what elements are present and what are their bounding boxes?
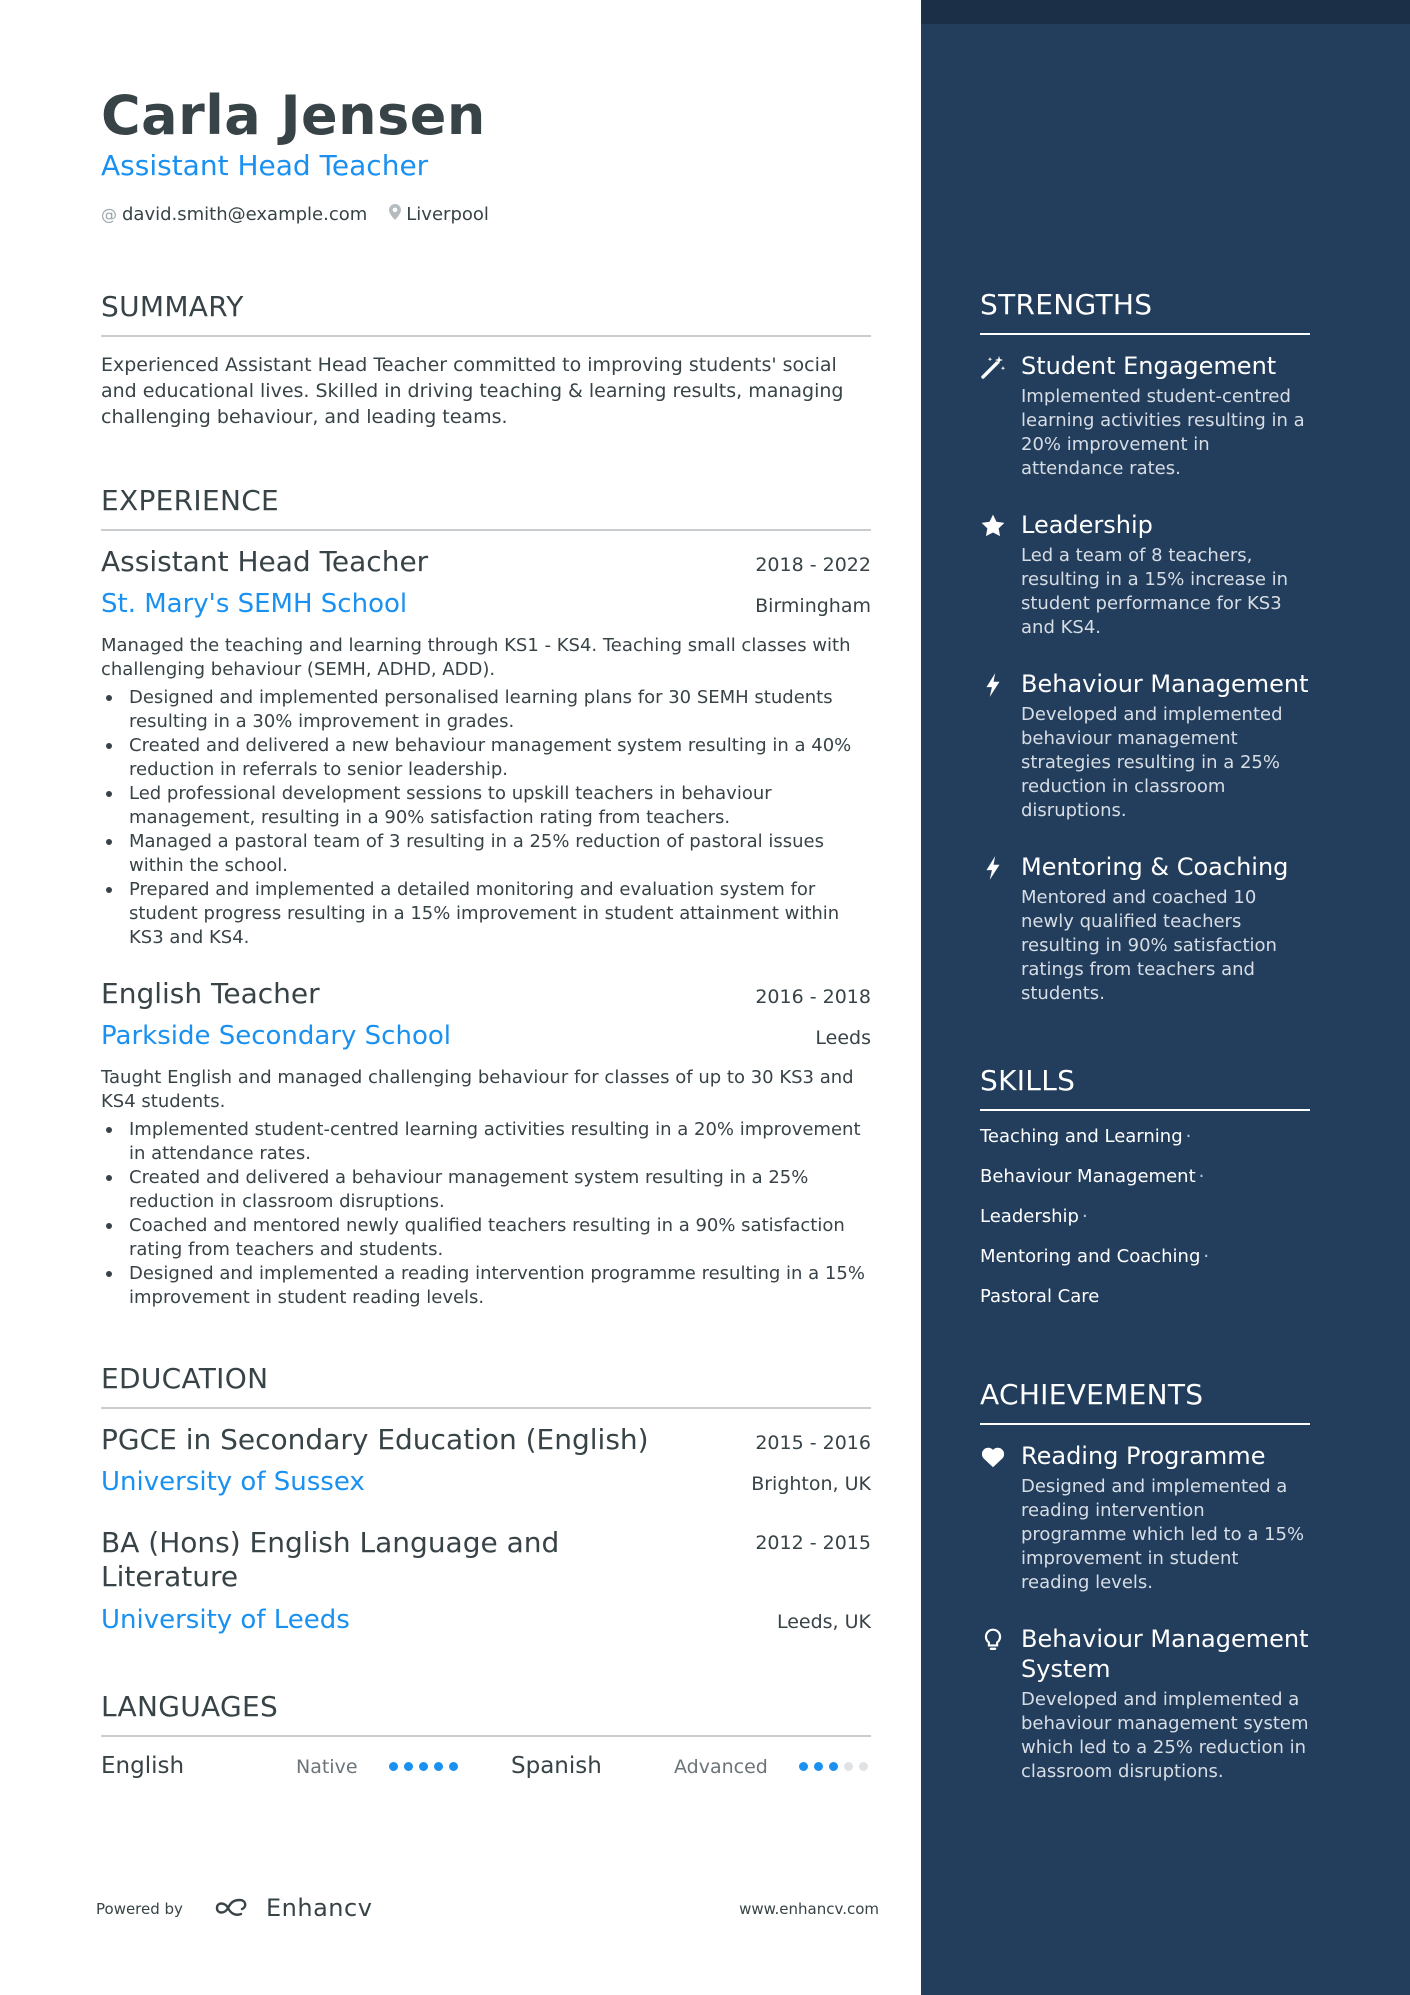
powered-by-label: Powered by — [96, 1900, 183, 1918]
job-details — [101, 634, 871, 950]
job-title: English Teacher — [101, 977, 320, 1010]
job-location: Birmingham — [755, 595, 871, 617]
lightning-icon — [980, 672, 1008, 700]
skills-heading: SKILLS — [980, 1066, 1310, 1111]
achievement-title: Reading Programme — [1021, 1441, 1266, 1470]
skill-item — [980, 1165, 1310, 1189]
job-dates: 2018 - 2022 — [755, 554, 871, 576]
rating-dot — [799, 1762, 808, 1771]
footer-url[interactable]: www.enhancv.com — [739, 1900, 879, 1918]
job-description: Managed the teaching and learning through KS1 - KS4. Teaching small classes with challenging behaviour (SEMH, ADHD, ADD). — [101, 635, 851, 680]
skill-label: Teaching and Learning — [980, 1125, 1183, 1147]
achievements-section — [980, 1380, 1310, 1813]
rating-dot — [829, 1762, 838, 1771]
language-rating — [389, 1762, 464, 1771]
job-dates: 2016 - 2018 — [755, 986, 871, 1008]
job-location: Leeds — [815, 1027, 871, 1049]
candidate-name: Carla Jensen — [101, 84, 486, 147]
candidate-role: Assistant Head Teacher — [101, 149, 429, 182]
rating-dot — [389, 1762, 398, 1771]
job-details — [101, 1066, 871, 1310]
language-level: Native — [296, 1756, 358, 1778]
email-text[interactable]: david.smith@example.com — [122, 204, 368, 225]
achievement-item — [980, 1624, 1310, 1784]
bullet-item: Created and delivered a behaviour management system resulting in a 25% reduction in classroom disruptions. — [101, 1166, 871, 1214]
skill-label: Mentoring and Coaching — [980, 1245, 1201, 1267]
achievement-description: Designed and implemented a reading intervention programme which led to a 15% improvement in student reading levels. — [1021, 1475, 1305, 1593]
school-name: University of Sussex — [101, 1467, 365, 1497]
education-dates: 2015 - 2016 — [755, 1432, 871, 1454]
lightning-icon — [980, 855, 1008, 883]
languages-heading: LANGUAGES — [101, 1690, 871, 1737]
degree-title-line: BA (Hons) English Language and — [101, 1526, 560, 1559]
language-level: Advanced — [674, 1756, 768, 1778]
job-title: Assistant Head Teacher — [101, 545, 429, 578]
location-pin-icon — [389, 203, 401, 227]
job-bullets — [101, 1118, 871, 1310]
strength-item — [980, 852, 1310, 1006]
strength-description: Mentored and coached 10 newly qualified teachers resulting in 90% satisfaction ratings from teachers and students. — [1021, 886, 1277, 1004]
strength-description: Led a team of 8 teachers, resulting in a 15% increase in student performance for KS3 and KS4. — [1021, 544, 1289, 638]
job-organization: Parkside Secondary School — [101, 1021, 451, 1051]
strength-title: Student Engagement — [1021, 351, 1277, 380]
bullet-item: Prepared and implemented a detailed monitoring and evaluation system for student progress resulting in a 15% improvement in student attainment within KS3 and KS4. — [101, 878, 871, 950]
school-location: Leeds, UK — [776, 1611, 871, 1633]
rating-dot — [434, 1762, 443, 1771]
skill-label: Pastoral Care — [980, 1285, 1100, 1307]
bullet-item: Led professional development sessions to upskill teachers in behaviour management, resulting in a 90% satisfaction rating from teachers. — [101, 782, 871, 830]
job-header — [101, 977, 871, 1011]
degree-title-line: Literature — [101, 1560, 239, 1593]
job-org-row — [101, 1020, 871, 1052]
education-school-row — [101, 1466, 871, 1498]
achievement-item — [980, 1441, 1310, 1595]
skill-separator: · — [1185, 1125, 1192, 1147]
location-text: Liverpool — [406, 204, 489, 225]
skill-item — [980, 1125, 1310, 1149]
education-school-row — [101, 1604, 871, 1636]
education-header — [101, 1423, 871, 1457]
heart-icon — [980, 1444, 1008, 1472]
degree-title — [101, 1526, 559, 1594]
achievement-title: Behaviour Management System — [1021, 1624, 1309, 1683]
summary-text: Experienced Assistant Head Teacher committed to improving students' social and educational lives. Skilled in driving teaching & learning results, managing challenging behaviour, and leading teams. — [101, 354, 844, 428]
skill-label: Leadership — [980, 1205, 1079, 1227]
rating-dot — [844, 1762, 853, 1771]
strength-title: Mentoring & Coaching — [1021, 852, 1289, 881]
education-header — [101, 1526, 871, 1594]
strength-description: Developed and implemented behaviour management strategies resulting in a 25% reduction in classroom disruptions. — [1021, 703, 1283, 821]
skill-separator: · — [1081, 1205, 1088, 1227]
language-name: Spanish — [511, 1753, 602, 1779]
bullet-item: Managed a pastoral team of 3 resulting in a 25% reduction of pastoral issues within the school. — [101, 830, 871, 878]
skill-separator: · — [1203, 1245, 1210, 1267]
bullet-item: Designed and implemented a reading intervention programme resulting in a 15% improvement in student reading levels. — [101, 1262, 871, 1310]
star-icon — [980, 513, 1008, 541]
summary-heading: SUMMARY — [101, 290, 871, 337]
skill-separator: · — [1198, 1165, 1205, 1187]
strength-description: Implemented student-centred learning activities resulting in a 20% improvement in attendance rates. — [1021, 385, 1305, 479]
brand-name: Enhancv — [266, 1894, 373, 1922]
rating-dot — [449, 1762, 458, 1771]
achievement-description: Developed and implemented a behaviour management system which led to a 25% reduction in classroom disruptions. — [1021, 1688, 1309, 1782]
school-location: Brighton, UK — [751, 1473, 871, 1495]
strengths-heading: STRENGTHS — [980, 290, 1310, 335]
job-organization: St. Mary's SEMH School — [101, 589, 408, 619]
footer — [96, 1894, 879, 1924]
strength-title: Behaviour Management — [1021, 669, 1309, 698]
rating-dot — [814, 1762, 823, 1771]
bullet-item: Implemented student-centred learning activities resulting in a 20% improvement in attendance rates. — [101, 1118, 871, 1166]
language-rating — [799, 1762, 874, 1771]
education-heading: EDUCATION — [101, 1362, 871, 1409]
strengths-section — [980, 290, 1310, 1035]
rating-dot — [419, 1762, 428, 1771]
skills-section — [980, 1066, 1310, 1325]
bullet-item: Created and delivered a new behaviour management system resulting in a 40% reduction in referrals to senior leadership. — [101, 734, 871, 782]
rating-dot — [859, 1762, 868, 1771]
enhancv-logo[interactable] — [214, 1894, 372, 1922]
degree-title: PGCE in Secondary Education (English) — [101, 1423, 649, 1456]
skill-item — [980, 1285, 1310, 1309]
rating-dot — [404, 1762, 413, 1771]
experience-heading: EXPERIENCE — [101, 484, 871, 531]
skill-label: Behaviour Management — [980, 1165, 1196, 1187]
skill-item — [980, 1205, 1310, 1229]
language-name: English — [101, 1753, 185, 1779]
education-dates: 2012 - 2015 — [755, 1532, 871, 1554]
infinity-icon — [214, 1897, 260, 1919]
achievements-heading: ACHIEVEMENTS — [980, 1380, 1310, 1425]
strength-item — [980, 351, 1310, 481]
contact-info — [101, 203, 489, 227]
bullet-item: Designed and implemented personalised learning plans for 30 SEMH students resulting in a 30% improvement in grades. — [101, 686, 871, 734]
magic-wand-icon — [980, 354, 1008, 382]
job-bullets — [101, 686, 871, 950]
school-name: University of Leeds — [101, 1605, 350, 1635]
strength-title: Leadership — [1021, 510, 1153, 539]
at-icon: @ — [101, 205, 117, 224]
sidebar — [921, 0, 1410, 1995]
bullet-item: Coached and mentored newly qualified teachers resulting in a 90% satisfaction rating from teachers and students. — [101, 1214, 871, 1262]
job-description: Taught English and managed challenging behaviour for classes of up to 30 KS3 and KS4 students. — [101, 1067, 854, 1112]
sidebar-top-band — [921, 0, 1410, 24]
lightbulb-icon — [980, 1627, 1008, 1655]
languages-row — [101, 1751, 871, 1781]
skill-item — [980, 1245, 1310, 1269]
strength-item — [980, 669, 1310, 823]
job-org-row — [101, 588, 871, 620]
job-header — [101, 545, 871, 579]
strength-item — [980, 510, 1310, 640]
